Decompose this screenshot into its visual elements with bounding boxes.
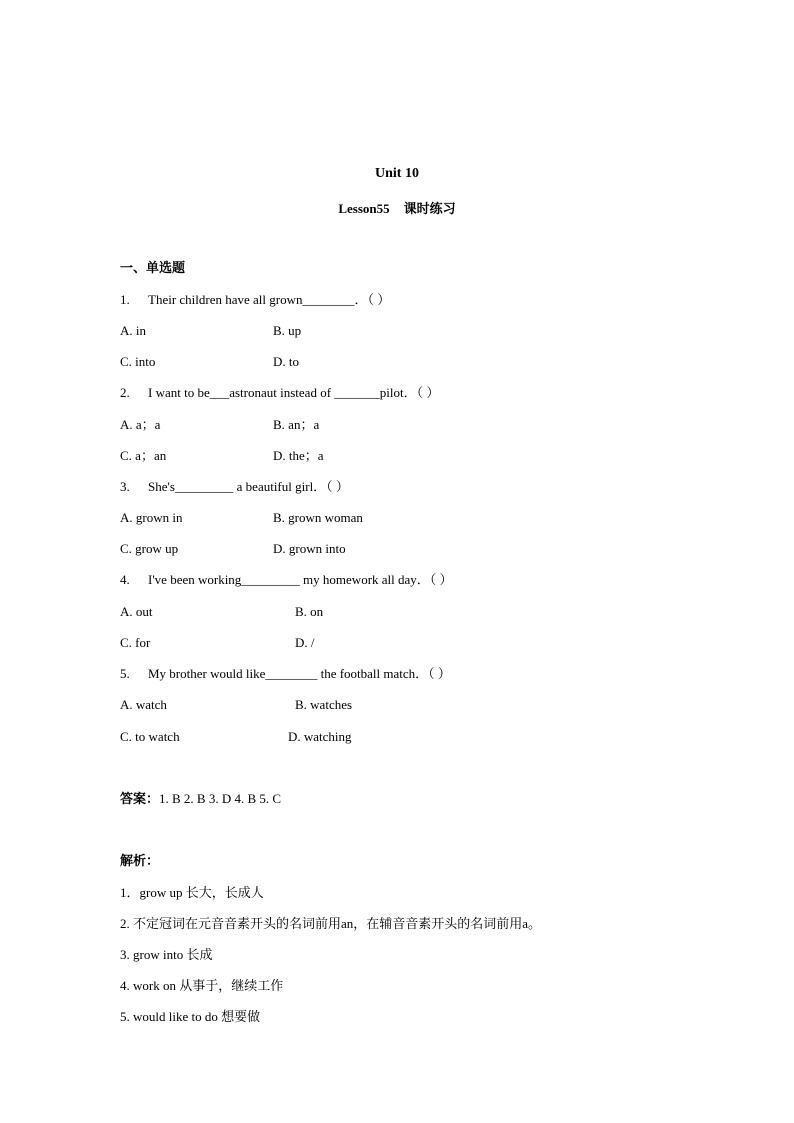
question-text: Their children have all grown________．（ ） <box>148 292 391 307</box>
option-d: D. watching <box>288 729 352 744</box>
option-d: D. the；a <box>273 448 324 463</box>
option-c: C. for <box>120 635 151 650</box>
option-d: D. / <box>295 635 315 650</box>
option-b: B. watches <box>295 697 353 712</box>
lesson-subtitle: 课时练习 <box>403 201 456 216</box>
option-c: C. into <box>120 354 156 369</box>
option-a: A. grown in <box>120 510 183 525</box>
question-number: 2. <box>120 385 130 400</box>
question-text: I've been working_________ my homework all day．（ ） <box>148 572 453 587</box>
option-b: B. up <box>273 323 302 338</box>
question-5 <box>120 666 451 682</box>
analysis-line-5: 5. would like to do 想要做 <box>120 1009 261 1024</box>
option-b: B. on <box>295 604 324 619</box>
answer-line <box>120 791 281 807</box>
section-heading: 一、单选题 <box>120 260 186 275</box>
question-text: My brother would like________ the football match．（ ） <box>148 666 451 681</box>
analysis-label: 解析： <box>120 853 160 868</box>
question-text: I want to be___astronaut instead of _______pilot．（ ） <box>148 385 440 400</box>
analysis-line-4: 4. work on 从事于，继续工作 <box>120 978 284 993</box>
option-b: B. an；a <box>273 417 320 432</box>
question-number: 4. <box>120 572 130 587</box>
question-number: 3. <box>120 479 130 494</box>
option-d: D. to <box>273 354 299 369</box>
analysis-line-2: 2. 不定冠词在元音音素开头的名词前用an，在辅音音素开头的名词前用a。 <box>120 916 542 931</box>
answer-label: 答案： <box>120 791 160 806</box>
unit-title: Unit 10 <box>375 166 419 181</box>
option-a: A. in <box>120 323 146 338</box>
option-c: C. grow up <box>120 541 179 556</box>
analysis-line-1: 1．grow up 长大，长成人 <box>120 885 264 900</box>
question-number: 1. <box>120 292 130 307</box>
option-a: A. a；a <box>120 417 161 432</box>
lesson-title <box>0 198 794 217</box>
question-1 <box>120 292 390 308</box>
answer-text: 1. B 2. B 3. D 4. B 5. C <box>159 791 282 806</box>
question-text: She's_________ a beautiful girl．（ ） <box>148 479 349 494</box>
option-c: C. a；an <box>120 448 167 463</box>
analysis-line-3: 3. grow into 长成 <box>120 947 213 962</box>
option-c: C. to watch <box>120 729 180 744</box>
option-d: D. grown into <box>273 541 346 556</box>
question-3 <box>120 479 349 495</box>
question-number: 5. <box>120 666 130 681</box>
question-2 <box>120 385 439 401</box>
option-b: B. grown woman <box>273 510 363 525</box>
lesson-name: Lesson55 <box>338 201 390 216</box>
option-a: A. out <box>120 604 153 619</box>
option-a: A. watch <box>120 697 167 712</box>
question-4 <box>120 572 453 588</box>
